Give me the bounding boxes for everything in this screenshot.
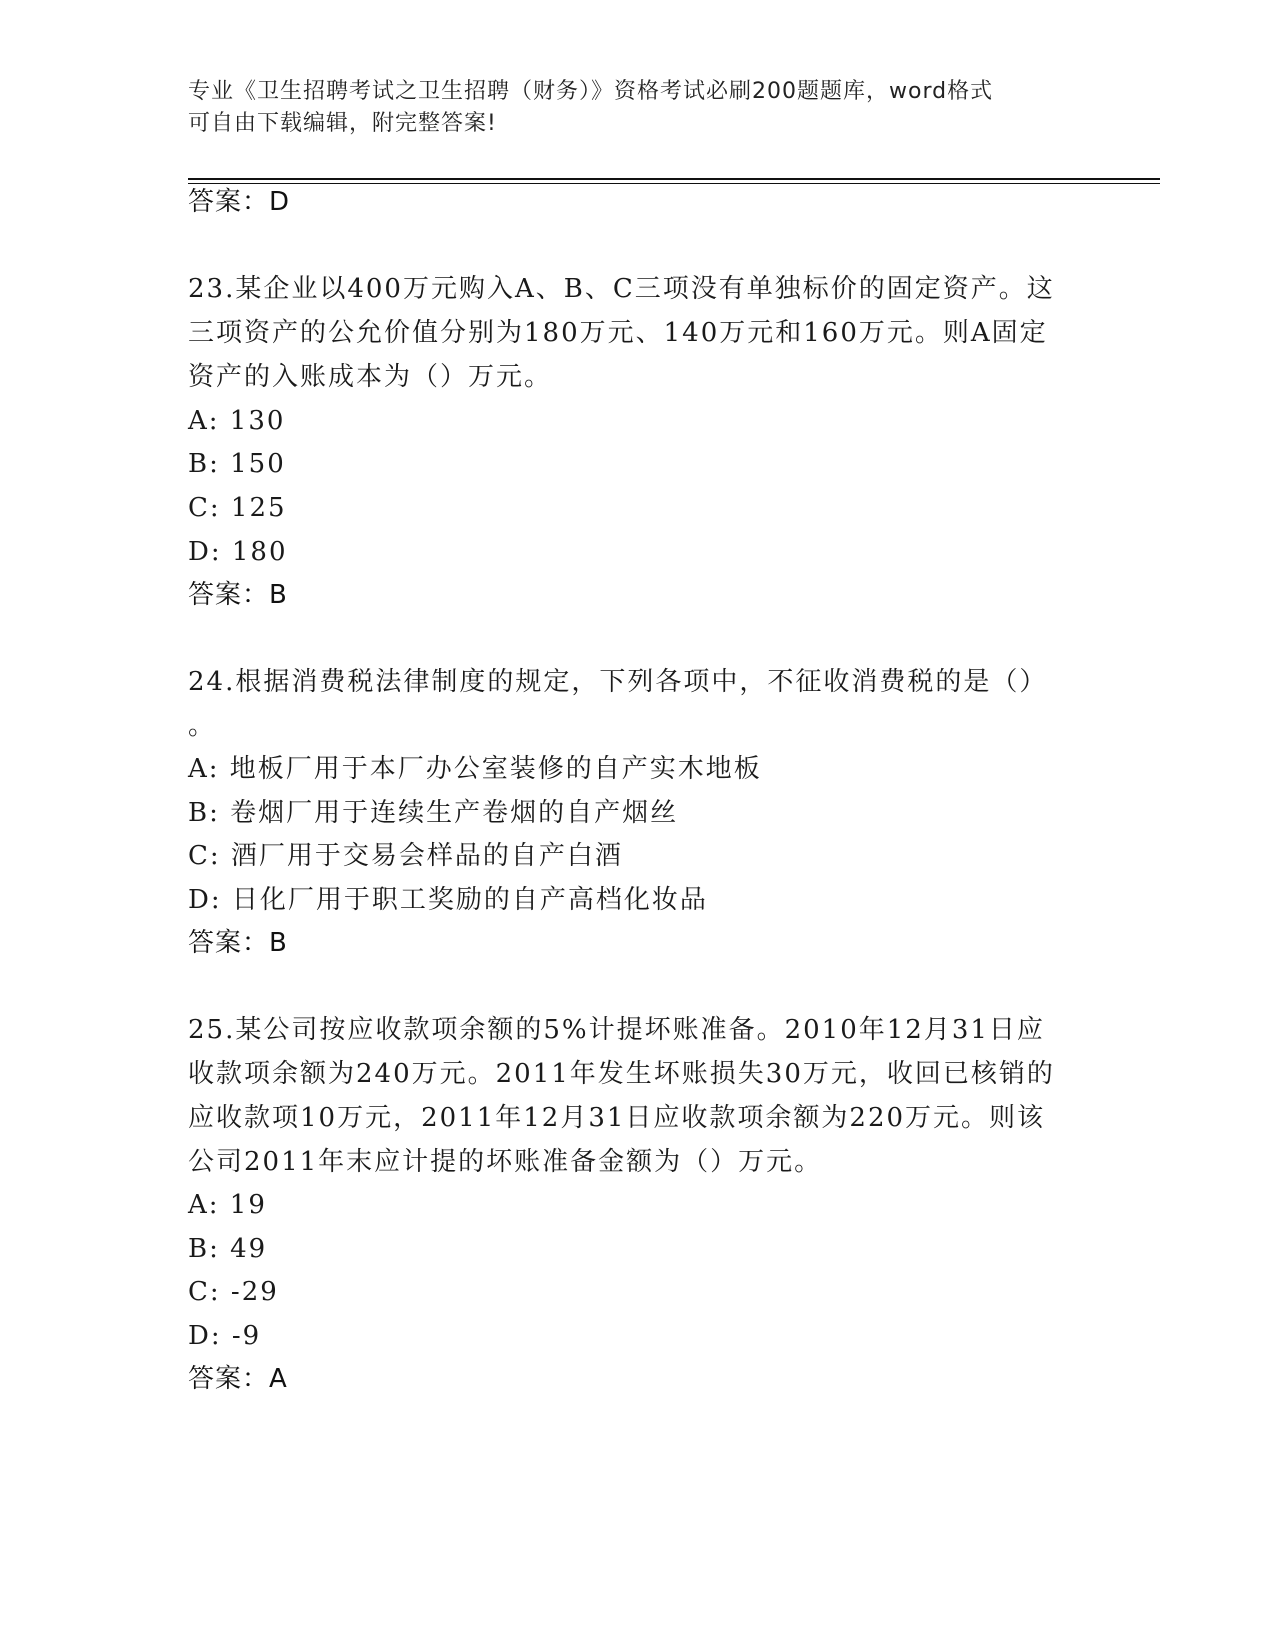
question-23-line-3: 资产的入账成本为（）万元。 bbox=[188, 362, 553, 392]
question-23-option-b: B: 150 bbox=[188, 449, 286, 479]
question-24-line-2: 。 bbox=[188, 711, 217, 741]
question-25-option-d: D: -9 bbox=[188, 1321, 262, 1351]
question-23-line-1: 23.某企业以400万元购入A、B、C三项没有单独标价的固定资产。这 bbox=[188, 274, 1055, 304]
question-25-option-a: A: 19 bbox=[188, 1190, 267, 1220]
question-25-option-b: B: 49 bbox=[188, 1234, 268, 1264]
question-24-option-b: B: 卷烟厂用于连续生产卷烟的自产烟丝 bbox=[188, 798, 679, 828]
header-line-2: 可自由下载编辑，附完整答案! bbox=[188, 111, 497, 136]
question-25-line-2: 收款项余额为240万元。2011年发生坏账损失30万元，收回已核销的 bbox=[188, 1059, 1055, 1089]
question-23-option-d: D: 180 bbox=[188, 537, 288, 567]
question-23-answer: 答案：B bbox=[188, 580, 288, 610]
document-header bbox=[188, 76, 1088, 140]
question-23-line-2: 三项资产的公允价值分别为180万元、140万元和160万元。则A固定 bbox=[188, 318, 1048, 348]
question-23-option-c: C: 125 bbox=[188, 493, 287, 523]
question-24-answer: 答案：B bbox=[188, 928, 288, 958]
question-24-line-1: 24.根据消费税法律制度的规定，下列各项中，不征收消费税的是（） bbox=[188, 667, 1048, 697]
previous-answer: 答案：D bbox=[188, 187, 291, 217]
question-25-option-c: C: -29 bbox=[188, 1277, 279, 1307]
question-24-option-c: C: 酒厂用于交易会样品的自产白酒 bbox=[188, 841, 623, 871]
header-line-1: 专业《卫生招聘考试之卫生招聘（财务）》资格考试必刷200题题库，word格式 bbox=[188, 79, 994, 104]
question-23-option-a: A: 130 bbox=[188, 406, 286, 436]
question-25-answer: 答案：A bbox=[188, 1364, 288, 1394]
header-rule-thick bbox=[188, 178, 1160, 180]
question-25-line-1: 25.某公司按应收款项余额的5%计提坏账准备。2010年12月31日应 bbox=[188, 1015, 1045, 1045]
question-25-line-3: 应收款项10万元，2011年12月31日应收款项余额为220万元。则该 bbox=[188, 1103, 1046, 1133]
question-24-option-d: D: 日化厂用于职工奖励的自产高档化妆品 bbox=[188, 885, 708, 915]
question-25-line-4: 公司2011年末应计提的坏账准备金额为（）万元。 bbox=[188, 1147, 823, 1177]
question-24-option-a: A: 地板厂用于本厂办公室装修的自产实木地板 bbox=[188, 754, 762, 784]
header-rule-thin bbox=[188, 183, 1160, 184]
